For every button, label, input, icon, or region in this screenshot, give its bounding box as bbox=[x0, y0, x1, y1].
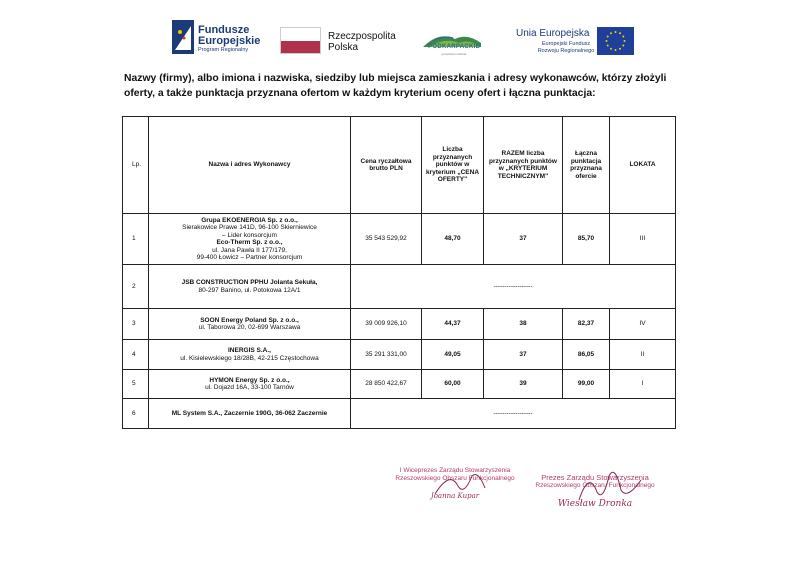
cell-price-points: 49,05 bbox=[422, 340, 484, 370]
cell-name bbox=[149, 309, 351, 340]
table-row bbox=[123, 399, 676, 429]
cell-dash: ------------------ bbox=[351, 399, 676, 429]
table-row bbox=[123, 309, 676, 340]
cell-name bbox=[149, 340, 351, 370]
table-row bbox=[123, 340, 676, 370]
row5-name-l1: HYMON Energy Sp. z o.o., bbox=[209, 376, 290, 384]
fundusze-title: Fundusze Europejskie bbox=[198, 24, 261, 47]
signature-left-org: Rzeszowskiego Obszaru Funkcjonalnego bbox=[395, 475, 515, 482]
cell-tech-points: 37 bbox=[484, 214, 563, 265]
eu-flag-icon bbox=[597, 27, 634, 55]
row1-name-l2: Sierakowice Prawe 141D, 96-100 Skierniewice bbox=[182, 224, 317, 231]
cell-total: 86,05 bbox=[563, 340, 610, 370]
cell-price: 39 009 926,10 bbox=[351, 309, 422, 340]
header-name: Nazwa i adres Wykonawcy bbox=[149, 117, 351, 214]
table-row bbox=[123, 214, 676, 265]
signature-left-role: I Wiceprezes Zarządu Stowarzyszenia bbox=[399, 467, 511, 474]
signature-right-scribble bbox=[575, 466, 645, 506]
cell-name bbox=[149, 370, 351, 399]
row1-name-l5: ul. Jana Pawła II 177/179, bbox=[212, 246, 287, 254]
row3-name-l1: SOON Energy Poland Sp. z o.o., bbox=[200, 316, 299, 324]
cell-total: 82,37 bbox=[563, 309, 610, 340]
header-lp: Lp. bbox=[123, 117, 149, 214]
row1-name-l4: Eco-Therm Sp. z o.o., bbox=[216, 239, 283, 246]
header-tech-points: RAZEM liczba przyznanych punktów w „KRYTERIUM TECHNICZNYM" bbox=[484, 117, 563, 214]
table-row bbox=[123, 370, 676, 399]
header-rank: LOKATA bbox=[610, 117, 676, 214]
cell-tech-points: 39 bbox=[484, 370, 563, 399]
row6-name-text: ML System S.A., Zaczernie 190G, 36-062 Zaczernie bbox=[171, 409, 328, 417]
header-total: Łączna punktacja przyznana ofercie bbox=[563, 117, 610, 214]
row4-name-l1: INERGIS S.A., bbox=[228, 347, 271, 354]
podkarpackie-text: PODKARPACKIE bbox=[428, 44, 480, 50]
header-price-points: Liczba przyznanych punktów w kryterium „CENA OFERTY" bbox=[422, 117, 484, 214]
signature-right-name: Wiesław Dronka bbox=[557, 499, 633, 509]
table-row bbox=[123, 265, 676, 309]
table-header-row bbox=[123, 117, 676, 214]
poland-flag-icon bbox=[280, 27, 321, 54]
signature-right-role: Prezes Zarządu Stowarzyszenia bbox=[541, 473, 649, 482]
cell-lp: 5 bbox=[123, 370, 149, 399]
cell-name bbox=[149, 214, 351, 265]
cell-tech-points: 37 bbox=[484, 340, 563, 370]
row1-name-l3: – Lider konsorcjum bbox=[222, 231, 277, 239]
rzeczpospolita-title: Rzeczpospolita Polska bbox=[328, 31, 396, 53]
header-price: Cena ryczałtowa brutto PLN bbox=[351, 117, 422, 214]
cell-total: 99,00 bbox=[563, 370, 610, 399]
row2-name-l2: 80-297 Banino, ul. Potokowa 12A/1 bbox=[198, 286, 301, 294]
signature-right-org: Rzeszowskiego Obszaru Funkcjonalnego bbox=[535, 482, 655, 489]
podkarpackie-subtitle: przestrzeń otwarta bbox=[441, 52, 467, 56]
signature-left-name: Joanna Kupar bbox=[430, 492, 480, 500]
cell-name bbox=[149, 399, 351, 429]
cell-total: 85,70 bbox=[563, 214, 610, 265]
row6-name-l1 bbox=[149, 410, 350, 418]
row2-name-l1: JSB CONSTRUCTION PPHU Jolanta Sekuła, bbox=[181, 279, 318, 286]
offers-table bbox=[122, 116, 676, 429]
cell-rank: IV bbox=[610, 309, 676, 340]
eu-title: Unia Europejska bbox=[516, 28, 590, 39]
fundusze-europejskie-logo bbox=[172, 20, 194, 54]
cell-lp: 4 bbox=[123, 340, 149, 370]
cell-name bbox=[149, 265, 351, 309]
fundusze-subtitle: Program Regionalny bbox=[198, 47, 249, 53]
row1-name-l1: Grupa EKOENERGIA Sp. z o.o., bbox=[201, 216, 298, 224]
cell-price-points: 44,37 bbox=[422, 309, 484, 340]
cell-rank: II bbox=[610, 340, 676, 370]
cell-price-points: 48,70 bbox=[422, 214, 484, 265]
cell-lp: 3 bbox=[123, 309, 149, 340]
cell-rank: I bbox=[610, 370, 676, 399]
cell-price: 35 543 529,92 bbox=[351, 214, 422, 265]
row1-name-l6: 99-400 Łowicz – Partner konsorcjum bbox=[196, 254, 303, 261]
cell-rank: III bbox=[610, 214, 676, 265]
cell-price: 28 850 422,67 bbox=[351, 370, 422, 399]
cell-lp: 2 bbox=[123, 265, 149, 309]
cell-price-points: 60,00 bbox=[422, 370, 484, 399]
cell-lp: 6 bbox=[123, 399, 149, 429]
page-heading: Nazwy (firmy), albo imiona i nazwiska, siedziby lub miejsca zamieszkania i adresy wykonawców, którzy złożyli oferty, a także punktacja przyznana ofertom w każdym kryterium oceny ofert i łączna punktacja: bbox=[124, 73, 667, 99]
cell-lp: 1 bbox=[123, 214, 149, 265]
cell-tech-points: 38 bbox=[484, 309, 563, 340]
eu-subtitle: Europejski Fundusz Rozwoju Regionalnego bbox=[537, 41, 595, 54]
row3-name-l2: ul. Taborowa 20, 02-699 Warszawa bbox=[198, 324, 301, 331]
cell-price: 35 291 331,00 bbox=[351, 340, 422, 370]
row4-name-l2: ul. Kisielewskiego 18/28B, 42-215 Częstochowa bbox=[180, 354, 319, 362]
row5-name-l2: ul. Dojazd 16A, 33-100 Tarnów bbox=[205, 384, 294, 391]
cell-dash: ------------------ bbox=[351, 265, 676, 309]
signature-left-scribble bbox=[430, 468, 490, 500]
